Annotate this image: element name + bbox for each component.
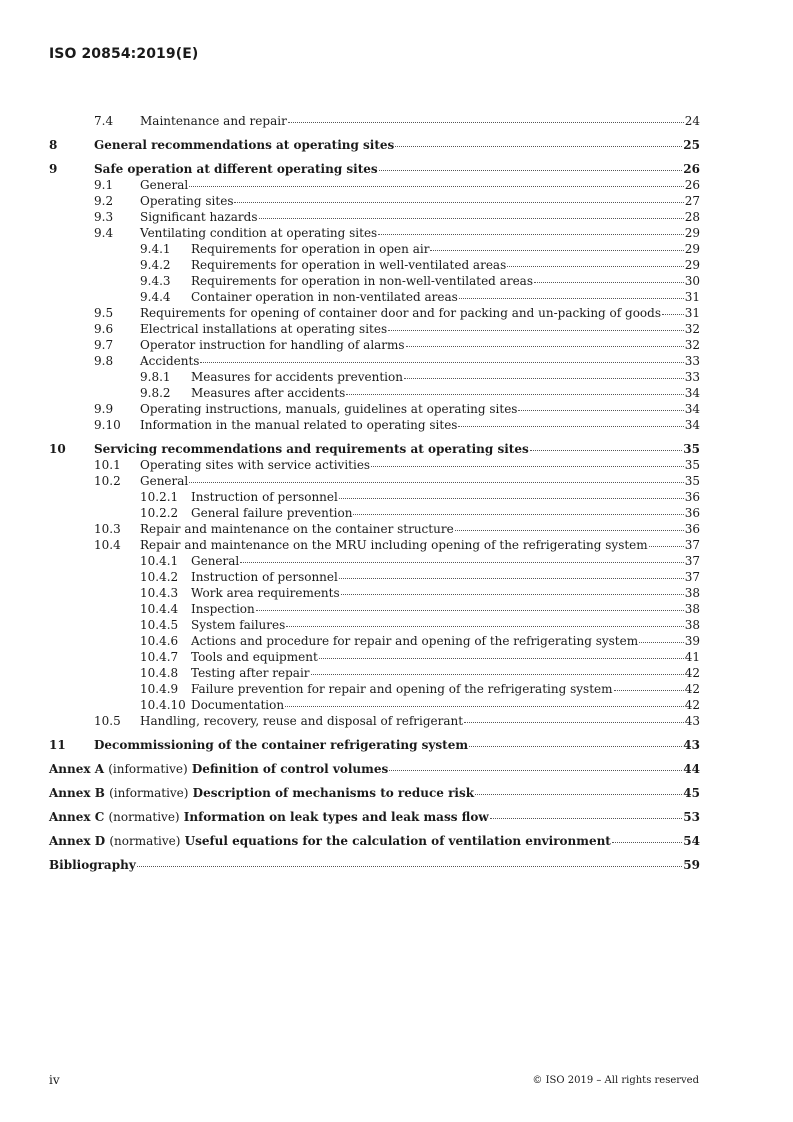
toc-entry-page: 29 [684, 242, 700, 256]
toc-entry-page: 29 [684, 258, 700, 272]
toc-entry-number: 10.2.2 [140, 506, 179, 520]
toc-entry-title: Instruction of personnel [191, 570, 338, 584]
toc-entry-number: 9.4.4 [140, 290, 171, 304]
toc-entry[interactable] [49, 553, 700, 569]
toc-entry-page: 35 [684, 474, 700, 488]
toc-entry-number: 9.6 [94, 322, 114, 336]
toc-entry[interactable] [49, 633, 700, 649]
toc-leader-dots [518, 410, 683, 411]
toc-entry-title: Container operation in non-ventilated areas [191, 290, 458, 304]
toc-leader-dots [406, 346, 684, 347]
toc-leader-dots [389, 770, 682, 771]
toc-entry-page: 28 [684, 210, 700, 224]
toc-entry-number: 10.3 [94, 522, 121, 536]
toc-entry-title: Operating sites [140, 194, 234, 208]
toc-entry-page: 31 [684, 306, 700, 320]
toc-entry-page: 36 [684, 522, 700, 536]
toc-annex-entry[interactable] [49, 785, 700, 801]
toc-leader-dots [430, 250, 683, 251]
toc-entry-title: Measures for accidents prevention [191, 370, 403, 384]
toc-entry-title: Requirements for opening of container door and for packing and un-packing of goods [140, 306, 661, 320]
toc-entry[interactable] [49, 617, 700, 633]
toc-entry[interactable] [49, 305, 700, 321]
toc-entry-page: 24 [684, 114, 700, 128]
toc-leader-dots [639, 642, 684, 643]
toc-entry-number: 10 [49, 442, 66, 456]
document-header: ISO 20854:2019(E) [49, 46, 199, 62]
toc-entry-page: 25 [683, 138, 700, 152]
toc-entry-title: General [191, 554, 240, 568]
toc-entry-page: 26 [684, 178, 700, 192]
toc-entry-number: 10.1 [94, 458, 121, 472]
toc-entry-number: 9.8 [94, 354, 114, 368]
toc-entry-page: 29 [684, 226, 700, 240]
annex-title: Information on leak types and leak mass flow [183, 810, 489, 824]
toc-entry-page: 26 [683, 162, 700, 176]
toc-entry-title: Measures after accidents [191, 386, 346, 400]
toc-entry-number: 10.4.9 [140, 682, 179, 696]
toc-entry-title: Requirements for operation in open air [191, 242, 430, 256]
toc-entry-title: Maintenance and repair [140, 114, 287, 128]
bibliography-title: Bibliography [49, 858, 136, 872]
toc-entry-number: 10.4.1 [140, 554, 179, 568]
toc-entry-number: 9.4.2 [140, 258, 171, 272]
toc-leader-dots [612, 842, 682, 843]
toc-entry[interactable] [49, 441, 700, 457]
toc-entry-title: Repair and maintenance on the container structure [140, 522, 454, 536]
toc-entry-title: Servicing recommendations and requirements at operating sites [94, 442, 529, 456]
toc-entry-number: 9.1 [94, 178, 114, 192]
toc-entry-number: 10.2 [94, 474, 121, 488]
footer-copyright: © ISO 2019 – All rights reserved [532, 1075, 699, 1086]
toc-leader-dots [475, 794, 682, 795]
toc-entry-title: General recommendations at operating sites [94, 138, 395, 152]
toc-entry-title: Accidents [140, 354, 200, 368]
toc-entry-number: 9.10 [94, 418, 121, 432]
toc-entry[interactable] [49, 401, 700, 417]
toc-entry[interactable] [49, 385, 700, 401]
toc-leader-dots [388, 330, 684, 331]
toc-entry-title: Work area requirements [191, 586, 340, 600]
toc-entry-page: 37 [684, 570, 700, 584]
toc-entry[interactable] [49, 193, 700, 209]
toc-entry-title: Safe operation at different operating sites [94, 162, 378, 176]
toc-entry[interactable] [49, 353, 700, 369]
toc-annex-page: 45 [683, 786, 700, 800]
toc-leader-dots [395, 146, 682, 147]
toc-entry-number: 10.2.1 [140, 490, 179, 504]
toc-entry-number: 9.4.3 [140, 274, 171, 288]
toc-entry-title: System failures [191, 618, 286, 632]
toc-entry[interactable] [49, 521, 700, 537]
toc-entry[interactable] [49, 713, 700, 729]
toc-entry-page: 36 [684, 490, 700, 504]
toc-entry-page: 42 [684, 682, 700, 696]
toc-leader-dots [649, 546, 684, 547]
toc-leader-dots [379, 170, 683, 171]
toc-entry-title: General [140, 474, 189, 488]
toc-leader-dots [137, 866, 683, 867]
toc-entry[interactable] [49, 489, 700, 505]
toc-entry-title: Inspection [191, 602, 255, 616]
toc-annex-title-group [49, 809, 489, 825]
toc-leader-dots [530, 450, 683, 451]
toc-entry-number: 9.2 [94, 194, 114, 208]
toc-leader-dots [339, 498, 684, 499]
toc-entry[interactable] [49, 257, 700, 273]
toc-entry[interactable] [49, 649, 700, 665]
toc-entry-title: Tools and equipment [191, 650, 318, 664]
bibliography-page: 59 [683, 858, 700, 872]
toc-entry-page: 27 [684, 194, 700, 208]
toc-entry[interactable] [49, 137, 700, 153]
toc-entry[interactable] [49, 161, 700, 177]
toc-leader-dots [285, 706, 684, 707]
toc-entry-page: 38 [684, 586, 700, 600]
toc-leader-dots [459, 298, 684, 299]
annex-title: Useful equations for the calculation of ventilation environment [184, 834, 611, 848]
toc-leader-dots [288, 122, 684, 123]
toc-entry-number: 9.9 [94, 402, 114, 416]
toc-entry-page: 33 [684, 354, 700, 368]
toc-entry-number: 10.4.7 [140, 650, 179, 664]
toc-leader-dots [256, 610, 684, 611]
toc-entry-page: 31 [684, 290, 700, 304]
toc-entry-title: Operator instruction for handling of alarms [140, 338, 405, 352]
toc-entry-number: 9 [49, 162, 58, 176]
annex-title: Definition of control volumes [191, 762, 389, 776]
toc-annex-page: 54 [683, 834, 700, 848]
annex-label: Annex B [49, 786, 105, 800]
toc-entry-page: 39 [684, 634, 700, 648]
toc-annex-page: 44 [683, 762, 700, 776]
toc-entry-number: 9.3 [94, 210, 114, 224]
toc-entry-number: 10.4.10 [140, 698, 186, 712]
toc-annex-entry[interactable] [49, 809, 700, 825]
toc-entry[interactable] [49, 681, 700, 697]
toc-entry-number: 10.4.6 [140, 634, 179, 648]
toc-annex-title-group [49, 785, 474, 801]
annex-label: Annex D [49, 834, 106, 848]
toc-entry-title: General failure prevention [191, 506, 353, 520]
toc-entry-number: 9.5 [94, 306, 114, 320]
toc-leader-dots [534, 282, 684, 283]
toc-entry-title: Information in the manual related to operating sites [140, 418, 458, 432]
toc-leader-dots [259, 218, 684, 219]
toc-entry-number: 10.4 [94, 538, 121, 552]
toc-leader-dots [455, 530, 684, 531]
toc-entry-title: Significant hazards [140, 210, 258, 224]
toc-entry-page: 32 [684, 322, 700, 336]
toc-bibliography-entry[interactable] [49, 857, 700, 873]
toc-entry[interactable] [49, 569, 700, 585]
toc-entry-number: 9.8.1 [140, 370, 171, 384]
toc-annex-page: 53 [683, 810, 700, 824]
toc-entry[interactable] [49, 289, 700, 305]
toc-entry-page: 38 [684, 602, 700, 616]
toc-entry-page: 38 [684, 618, 700, 632]
toc-entry-page: 33 [684, 370, 700, 384]
toc-entry[interactable] [49, 321, 700, 337]
toc-leader-dots [339, 578, 684, 579]
toc-annex-title-group [49, 761, 388, 777]
annex-type: (normative) [108, 810, 180, 824]
annex-label: Annex C [49, 810, 105, 824]
toc-entry-title: Decommissioning of the container refrigerating system [94, 738, 469, 752]
toc-entry-page: 34 [684, 418, 700, 432]
toc-entry-title: Ventilating condition at operating sites [140, 226, 378, 240]
toc-entry-number: 9.4.1 [140, 242, 171, 256]
annex-title: Description of mechanisms to reduce risk [192, 786, 475, 800]
toc-entry-number: 10.4.4 [140, 602, 179, 616]
toc-entry-page: 34 [684, 386, 700, 400]
toc-annex-entry[interactable] [49, 833, 700, 849]
toc-entry[interactable] [49, 537, 700, 553]
toc-entry-number: 11 [49, 738, 66, 752]
toc-entry[interactable] [49, 209, 700, 225]
toc-entry[interactable] [49, 225, 700, 241]
toc-entry[interactable] [49, 505, 700, 521]
toc-entry-title: Operating sites with service activities [140, 458, 371, 472]
toc-entry[interactable] [49, 737, 700, 753]
toc-leader-dots [464, 722, 684, 723]
toc-entry-page: 37 [684, 538, 700, 552]
toc-leader-dots [371, 466, 684, 467]
toc-leader-dots [404, 378, 684, 379]
toc-entry-title: Requirements for operation in non-well-ventilated areas [191, 274, 533, 288]
toc-entry-number: 10.4.8 [140, 666, 179, 680]
toc-entry-title: Documentation [191, 698, 285, 712]
toc-entry-title: Requirements for operation in well-ventilated areas [191, 258, 507, 272]
toc-leader-dots [614, 690, 684, 691]
toc-leader-dots [346, 394, 683, 395]
toc-entry[interactable] [49, 601, 700, 617]
toc-entry-page: 30 [684, 274, 700, 288]
toc-entry[interactable] [49, 177, 700, 193]
toc-entry-number: 10.5 [94, 714, 121, 728]
toc-entry-title: Handling, recovery, reuse and disposal of refrigerant [140, 714, 464, 728]
toc-entry-title: Operating instructions, manuals, guidelines at operating sites [140, 402, 518, 416]
toc-entry[interactable] [49, 665, 700, 681]
toc-leader-dots [240, 562, 683, 563]
toc-entry[interactable] [49, 697, 700, 713]
toc-leader-dots [507, 266, 683, 267]
toc-entry-page: 35 [684, 458, 700, 472]
toc-leader-dots [189, 186, 683, 187]
toc-leader-dots [286, 626, 683, 627]
footer-page-number: iv [49, 1073, 60, 1087]
toc-entry-number: 10.4.5 [140, 618, 179, 632]
toc-entry-page: 34 [684, 402, 700, 416]
toc-entry[interactable] [49, 585, 700, 601]
toc-entry-title: Electrical installations at operating sites [140, 322, 388, 336]
annex-type: (normative) [109, 834, 181, 848]
toc-leader-dots [189, 482, 683, 483]
annex-type: (informative) [109, 786, 189, 800]
toc-entry[interactable] [49, 457, 700, 473]
toc-entry-page: 41 [684, 650, 700, 664]
toc-entry[interactable] [49, 113, 700, 129]
toc-entry[interactable] [49, 369, 700, 385]
toc-entry-number: 10.4.2 [140, 570, 179, 584]
toc-entry-page: 32 [684, 338, 700, 352]
toc-leader-dots [311, 674, 684, 675]
toc-entry-number: 7.4 [94, 114, 114, 128]
toc-entry-page: 42 [684, 698, 700, 712]
toc-leader-dots [490, 818, 683, 819]
toc-entry-page: 37 [684, 554, 700, 568]
toc-leader-dots [469, 746, 682, 747]
toc-entry-title: Actions and procedure for repair and opening of the refrigerating system [191, 634, 639, 648]
toc-entry[interactable] [49, 473, 700, 489]
toc-annex-title-group [49, 833, 611, 849]
toc-entry[interactable] [49, 417, 700, 433]
toc-entry-number: 9.4 [94, 226, 114, 240]
toc-entry-page: 35 [683, 442, 700, 456]
toc-entry-number: 8 [49, 138, 58, 152]
toc-entry-page: 43 [683, 738, 700, 752]
toc-entry-title: Failure prevention for repair and opening of the refrigerating system [191, 682, 613, 696]
toc-entry-page: 43 [684, 714, 700, 728]
toc-entry-number: 10.4.3 [140, 586, 179, 600]
toc-leader-dots [341, 594, 684, 595]
toc-leader-dots [200, 362, 683, 363]
toc-leader-dots [458, 426, 683, 427]
toc-annex-entry[interactable] [49, 761, 700, 777]
annex-label: Annex A [49, 762, 105, 776]
toc-leader-dots [234, 202, 683, 203]
toc-entry-page: 42 [684, 666, 700, 680]
toc-entry[interactable] [49, 337, 700, 353]
toc-entry-page: 36 [684, 506, 700, 520]
toc-entry-title: General [140, 178, 189, 192]
toc-leader-dots [353, 514, 683, 515]
toc-entry-title: Testing after repair [191, 666, 310, 680]
toc-entry-title: Repair and maintenance on the MRU including opening of the refrigerating system [140, 538, 648, 552]
toc-leader-dots [662, 314, 684, 315]
toc-entry[interactable] [49, 241, 700, 257]
toc-entry-title: Instruction of personnel [191, 490, 338, 504]
toc-entry-number: 9.7 [94, 338, 114, 352]
toc-leader-dots [319, 658, 684, 659]
toc-entry[interactable] [49, 273, 700, 289]
toc-entry-number: 9.8.2 [140, 386, 171, 400]
annex-type: (informative) [108, 762, 188, 776]
toc-leader-dots [378, 234, 684, 235]
table-of-contents [49, 113, 700, 873]
